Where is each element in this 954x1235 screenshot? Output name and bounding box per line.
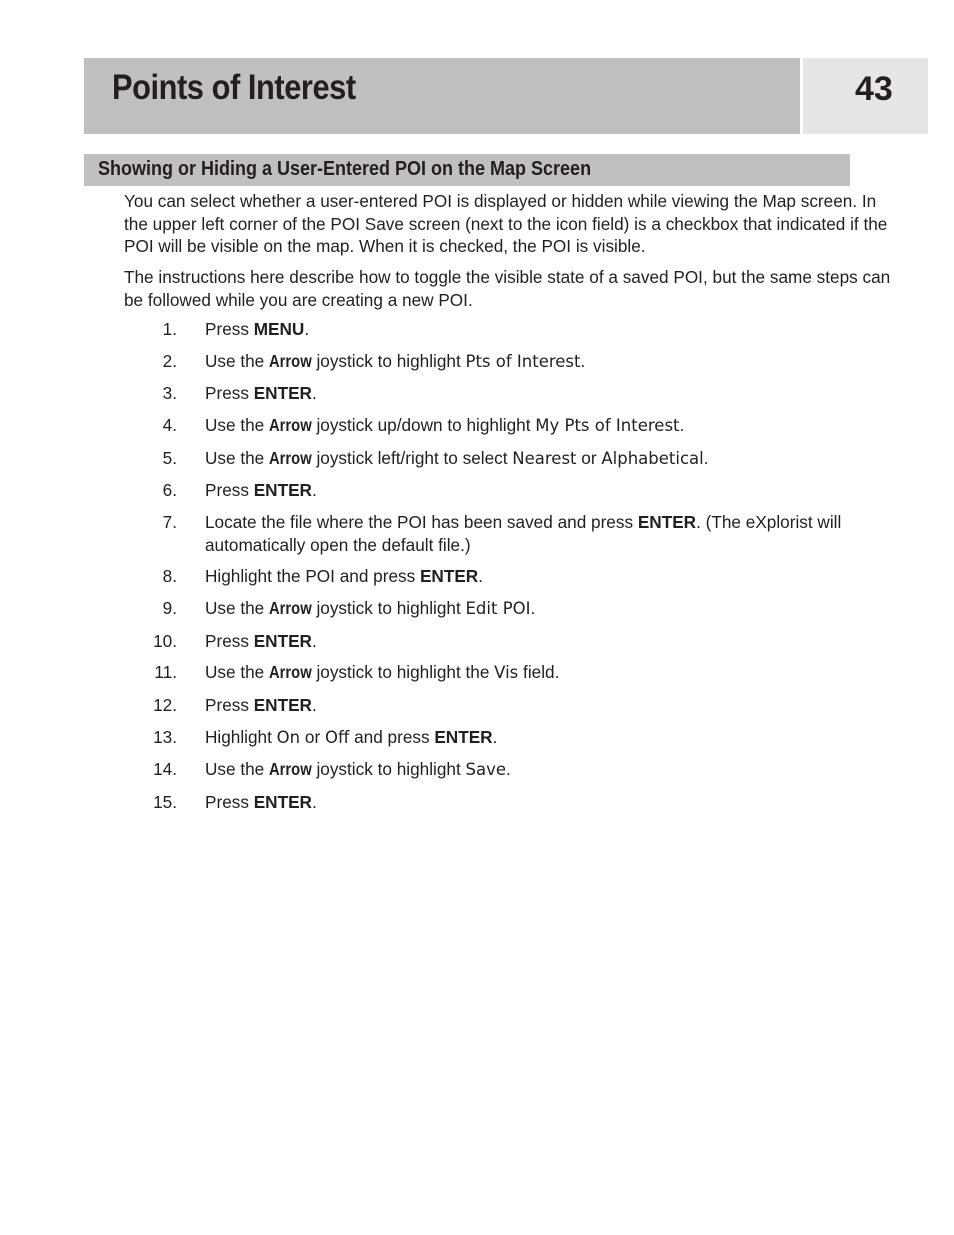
step-number: 7. [162,512,177,533]
step-item [124,726,904,750]
step-fragment: . (The eXplorist will automatically open the default file.) [205,512,842,555]
step-fragment: Use the [205,447,270,468]
step-fragment: or [300,726,325,747]
steps-list [124,318,904,823]
step-item [124,597,904,621]
step-text [205,566,483,586]
step-fragment: Press [205,383,254,404]
page-number: 43 [855,70,893,108]
step-fragment: joystick up/down to highlight [311,415,536,436]
step-text [205,631,317,651]
step-fragment: . [311,792,317,813]
step-fragment: Highlight [205,726,277,747]
step-item [124,382,904,405]
instructions-paragraph: The instructions here describe how to toggle the visible state of a saved POI, but the same steps can be followed while you are creating a new POI. [124,267,891,310]
step-fragment: Use the [205,662,270,683]
step-fragment: joystick left/right to select [311,447,513,468]
key-name: ENTER [434,726,493,747]
step-text [205,695,317,715]
step-fragment: . [530,598,536,618]
step-item [124,447,904,471]
step-fragment: Locate the file where the POI has been saved and press [205,512,638,533]
step-fragment: . [580,350,586,371]
step-number: 13. [153,726,177,747]
step-text [205,415,684,435]
step-text [205,662,559,682]
step-fragment: or [576,447,602,468]
step-item [124,318,904,341]
step-number: 14. [153,759,177,780]
step-fragment: and press [349,726,435,747]
step-number: 6. [162,480,177,501]
step-fragment: Use the [205,759,270,780]
key-name: ENTER [253,383,312,404]
screen-option: On [276,727,301,747]
step-fragment: Press [205,695,254,716]
step-text [205,448,709,468]
step-fragment: Press [205,480,254,501]
step-fragment: . [311,630,317,651]
step-number: 2. [162,350,177,371]
step-number: 10. [153,630,177,651]
screen-option: Off [324,727,350,747]
chapter-header-bar [84,58,800,134]
step-fragment: Press [205,792,254,813]
screen-option: Vis [494,663,519,683]
step-number: 15. [153,792,177,813]
step-number: 1. [162,319,177,339]
key-name: ENTER [253,480,312,501]
key-name: ENTER [419,566,479,587]
step-fragment: . [311,383,317,404]
step-text [205,792,317,812]
key-name: Arrow [269,662,312,683]
step-number: 9. [162,598,177,618]
screen-option: Nearest [512,448,577,468]
section-header-bar [84,154,850,186]
step-fragment: . [679,415,685,436]
step-fragment: . [304,319,310,339]
screen-option: Alphabetical [601,448,704,468]
key-name: Arrow [269,598,312,618]
step-text [205,512,841,555]
step-fragment: joystick to highlight [311,598,466,618]
step-fragment: . [311,480,317,501]
step-item [124,791,904,814]
key-name: Arrow [269,350,312,371]
step-fragment: . [703,447,709,468]
section-title: Showing or Hiding a User-Entered POI on the Map Screen [98,158,592,180]
key-name: ENTER [253,630,312,651]
page-number-box [803,58,928,134]
step-fragment: Press [205,630,254,651]
key-name: ENTER [637,512,697,533]
step-item [124,661,904,685]
step-item [124,565,904,588]
step-text [205,351,585,371]
step-fragment: field. [518,662,560,683]
key-name: ENTER [253,695,312,716]
step-item [124,414,904,438]
screen-option: Save [465,760,507,780]
step-fragment: Press [205,319,254,339]
step-item [124,758,904,782]
step-text [205,727,497,747]
step-fragment: Use the [205,350,270,371]
chapter-title: Points of Interest [112,68,356,107]
step-text [205,759,511,779]
screen-option: Edit POI [465,599,531,618]
step-fragment: . [478,566,484,587]
step-fragment: Use the [205,415,270,436]
step-number: 3. [162,383,177,404]
screen-option: My Pts of Interest [535,416,680,436]
step-fragment: . [492,726,498,747]
step-text [205,319,309,339]
step-item [124,511,904,556]
step-number: 12. [153,695,177,716]
step-item [124,479,904,502]
step-number: 11. [154,662,177,683]
step-item [124,694,904,717]
step-fragment: Use the [205,598,270,618]
step-fragment: joystick to highlight [311,759,466,780]
step-text [205,480,317,500]
step-number: 8. [162,566,177,587]
step-fragment: Highlight the POI and press [205,566,420,587]
step-fragment: . [506,759,511,780]
step-fragment: joystick to highlight [311,350,466,371]
intro-paragraph: You can select whether a user-entered POI is displayed or hidden while viewing the Map screen. In the upper left corner of the POI Save screen (next to the icon field) is a checkbox that indicated if the POI will be visible on the map. When it is checked, the POI is visible. [124,191,888,256]
step-number: 4. [162,415,177,436]
step-number: 5. [162,447,177,468]
key-name: Arrow [269,759,312,780]
screen-option: Pts of Interest [465,351,581,371]
step-fragment: joystick to highlight the [311,662,495,683]
step-item [124,630,904,653]
key-name: Arrow [269,415,312,436]
step-fragment: . [311,695,317,716]
step-text [205,598,535,618]
step-item [124,350,904,374]
key-name: Arrow [269,447,312,468]
key-name: MENU [253,319,305,339]
key-name: ENTER [253,792,312,813]
step-text [205,383,317,403]
